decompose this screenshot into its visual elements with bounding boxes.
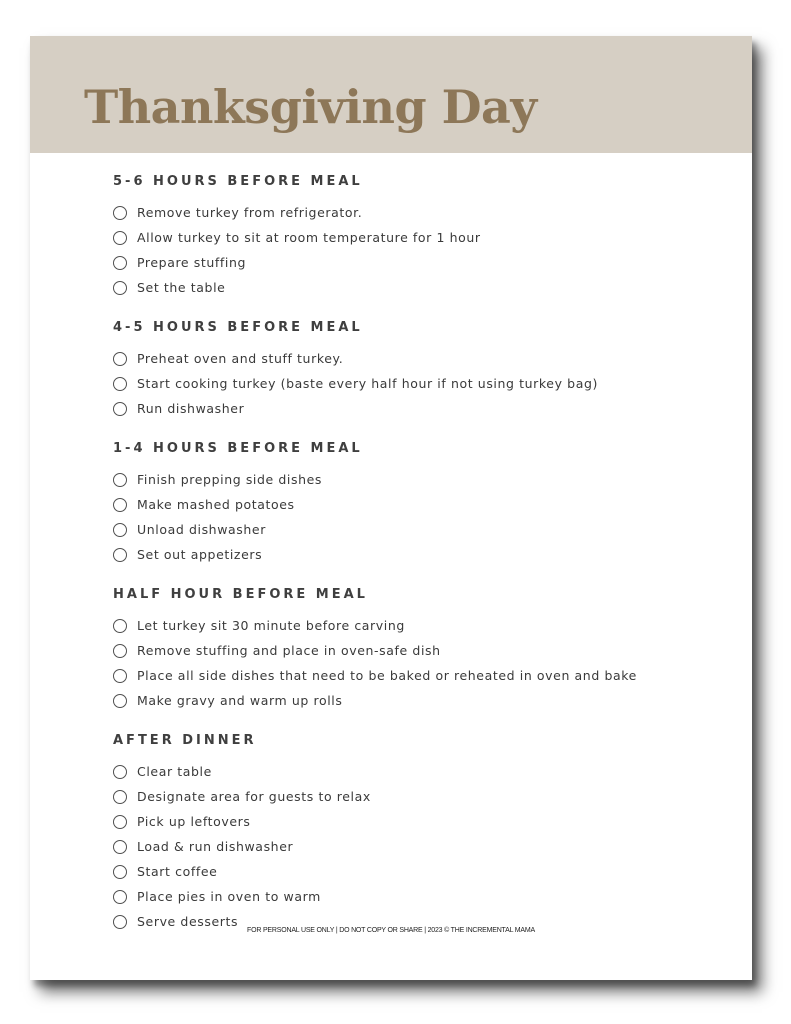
checkbox-circle-icon[interactable]: [113, 206, 127, 220]
task-label: Start cooking turkey (baste every half hour if not using turkey bag): [137, 376, 598, 391]
checkbox-circle-icon[interactable]: [113, 256, 127, 270]
task-label: Allow turkey to sit at room temperature for 1 hour: [137, 230, 481, 245]
checkbox-circle-icon[interactable]: [113, 548, 127, 562]
checkbox-circle-icon[interactable]: [113, 765, 127, 779]
task-label: Run dishwasher: [137, 401, 245, 416]
section-heading: HALF HOUR BEFORE MEAL: [113, 587, 368, 602]
task-item: [113, 884, 733, 909]
checkbox-circle-icon[interactable]: [113, 231, 127, 245]
task-label: Set out appetizers: [137, 547, 263, 562]
checklist-content: [113, 172, 733, 934]
task-item: [113, 492, 733, 517]
task-item: [113, 759, 733, 784]
task-label: Clear table: [137, 764, 212, 779]
checklist-section: [113, 585, 733, 713]
task-label: Make gravy and warm up rolls: [137, 693, 343, 708]
task-item: [113, 834, 733, 859]
task-label: Serve desserts: [137, 914, 239, 929]
task-item: [113, 638, 733, 663]
section-heading: 1-4 HOURS BEFORE MEAL: [113, 441, 363, 456]
task-item: [113, 396, 733, 421]
checkbox-circle-icon[interactable]: [113, 694, 127, 708]
checklist-section: [113, 439, 733, 567]
task-label: Finish prepping side dishes: [137, 472, 323, 487]
checkbox-circle-icon[interactable]: [113, 619, 127, 633]
checklist-section: [113, 318, 733, 421]
checkbox-circle-icon[interactable]: [113, 352, 127, 366]
task-label: Make mashed potatoes: [137, 497, 295, 512]
task-item: [113, 275, 733, 300]
task-item: [113, 371, 733, 396]
checklist-section: [113, 731, 733, 934]
page-title: Thanksgiving Day: [84, 80, 537, 134]
checkbox-circle-icon[interactable]: [113, 498, 127, 512]
checkbox-circle-icon[interactable]: [113, 815, 127, 829]
task-item: [113, 859, 733, 884]
checkbox-circle-icon[interactable]: [113, 281, 127, 295]
task-label: Designate area for guests to relax: [137, 789, 371, 804]
section-heading: 5-6 HOURS BEFORE MEAL: [113, 174, 363, 189]
task-label: Unload dishwasher: [137, 522, 266, 537]
task-label: Start coffee: [137, 864, 218, 879]
task-item: [113, 542, 733, 567]
checkbox-circle-icon[interactable]: [113, 644, 127, 658]
task-item: [113, 784, 733, 809]
checkbox-circle-icon[interactable]: [113, 840, 127, 854]
task-label: Let turkey sit 30 minute before carving: [137, 618, 405, 633]
task-item: [113, 467, 733, 492]
checkbox-circle-icon[interactable]: [113, 402, 127, 416]
task-item: [113, 250, 733, 275]
checkbox-circle-icon[interactable]: [113, 523, 127, 537]
checkbox-circle-icon[interactable]: [113, 473, 127, 487]
task-list: [113, 613, 733, 713]
task-label: Remove turkey from refrigerator.: [137, 205, 363, 220]
task-label: Remove stuffing and place in oven-safe dish: [137, 643, 441, 658]
checkbox-circle-icon[interactable]: [113, 865, 127, 879]
task-item: [113, 613, 733, 638]
task-label: Place pies in oven to warm: [137, 889, 321, 904]
checkbox-circle-icon[interactable]: [113, 890, 127, 904]
checkbox-circle-icon[interactable]: [113, 669, 127, 683]
checkbox-circle-icon[interactable]: [113, 790, 127, 804]
checkbox-circle-icon[interactable]: [113, 377, 127, 391]
task-label: Load & run dishwasher: [137, 839, 294, 854]
task-item: [113, 688, 733, 713]
task-label: Preheat oven and stuff turkey.: [137, 351, 344, 366]
checklist-section: [113, 172, 733, 300]
task-label: Set the table: [137, 280, 226, 295]
task-list: [113, 346, 733, 421]
section-heading: 4-5 HOURS BEFORE MEAL: [113, 320, 363, 335]
task-label: Prepare stuffing: [137, 255, 247, 270]
task-list: [113, 200, 733, 300]
task-list: [113, 759, 733, 934]
task-item: [113, 225, 733, 250]
section-heading: AFTER DINNER: [113, 733, 257, 748]
task-item: [113, 663, 733, 688]
footer-note: FOR PERSONAL USE ONLY | DO NOT COPY OR SHARE | 2023 © THE INCREMENTAL MAMA: [247, 927, 535, 934]
task-item: [113, 517, 733, 542]
task-item: [113, 809, 733, 834]
task-list: [113, 467, 733, 567]
task-item: [113, 200, 733, 225]
task-item: [113, 346, 733, 371]
task-label: Pick up leftovers: [137, 814, 251, 829]
checklist-page: [30, 36, 752, 980]
task-label: Place all side dishes that need to be baked or reheated in oven and bake: [137, 668, 637, 683]
